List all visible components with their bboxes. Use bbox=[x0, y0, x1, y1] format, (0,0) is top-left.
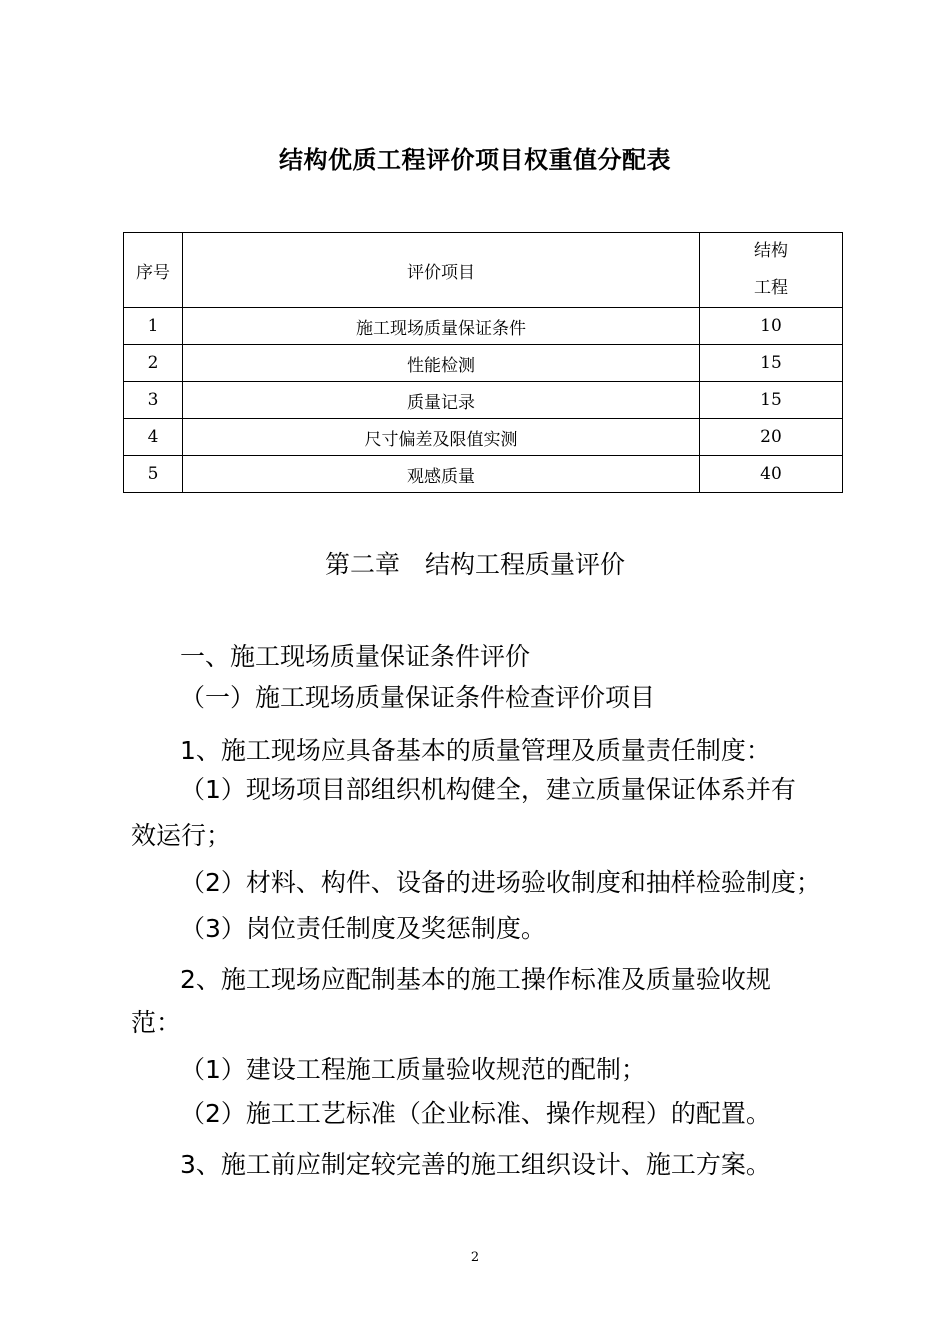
header-evaluation-item: 评价项目 bbox=[183, 233, 700, 308]
header-structure-engineering bbox=[700, 233, 843, 308]
table-row bbox=[124, 456, 843, 493]
subsection-heading: （一）施工现场质量保证条件检查评价项目 bbox=[180, 683, 656, 712]
cell-seq: 5 bbox=[124, 456, 183, 493]
table-row bbox=[124, 308, 843, 345]
paragraph-1-item-2: （2）材料、构件、设备的进场验收制度和抽样检验制度； bbox=[180, 868, 821, 897]
table-header-row bbox=[124, 233, 843, 308]
table-row bbox=[124, 382, 843, 419]
cell-item: 性能检测 bbox=[183, 345, 700, 382]
cell-item: 质量记录 bbox=[183, 382, 700, 419]
cell-value: 15 bbox=[700, 345, 843, 382]
cell-seq: 2 bbox=[124, 345, 183, 382]
header-seq: 序号 bbox=[124, 233, 183, 308]
cell-value: 40 bbox=[700, 456, 843, 493]
cell-value: 15 bbox=[700, 382, 843, 419]
paragraph-1-item-1: （1）现场项目部组织机构健全，建立质量保证体系并有 bbox=[180, 775, 796, 804]
cell-seq: 4 bbox=[124, 419, 183, 456]
section-heading: 一、施工现场质量保证条件评价 bbox=[180, 642, 531, 671]
table-row bbox=[124, 419, 843, 456]
weight-distribution-table bbox=[123, 232, 843, 493]
cell-value: 20 bbox=[700, 419, 843, 456]
paragraph-1-item-1-continued: 效运行； bbox=[131, 821, 232, 850]
cell-item: 尺寸偏差及限值实测 bbox=[183, 419, 700, 456]
cell-seq: 3 bbox=[124, 382, 183, 419]
cell-item: 观感质量 bbox=[183, 456, 700, 493]
header-structure-line1: 结构 bbox=[754, 241, 788, 261]
table-row bbox=[124, 345, 843, 382]
paragraph-3: 3、施工前应制定较完善的施工组织设计、施工方案。 bbox=[180, 1150, 771, 1179]
chapter-title: 第二章 结构工程质量评价 bbox=[324, 550, 625, 579]
page-title: 结构优质工程评价项目权重值分配表 bbox=[279, 146, 671, 174]
page-number: 2 bbox=[470, 1250, 480, 1265]
paragraph-2-item-2: （2）施工工艺标准（企业标准、操作规程）的配置。 bbox=[180, 1099, 771, 1128]
paragraph-1-item-3: （3）岗位责任制度及奖惩制度。 bbox=[180, 914, 546, 943]
paragraph-1: 1、施工现场应具备基本的质量管理及质量责任制度： bbox=[180, 736, 771, 765]
paragraph-2-item-1: （1）建设工程施工质量验收规范的配制； bbox=[180, 1055, 646, 1084]
header-structure-line2: 工程 bbox=[754, 278, 788, 298]
cell-value: 10 bbox=[700, 308, 843, 345]
cell-seq: 1 bbox=[124, 308, 183, 345]
cell-item: 施工现场质量保证条件 bbox=[183, 308, 700, 345]
paragraph-2-continued: 范： bbox=[131, 1008, 182, 1037]
paragraph-2: 2、施工现场应配制基本的施工操作标准及质量验收规 bbox=[180, 965, 771, 994]
